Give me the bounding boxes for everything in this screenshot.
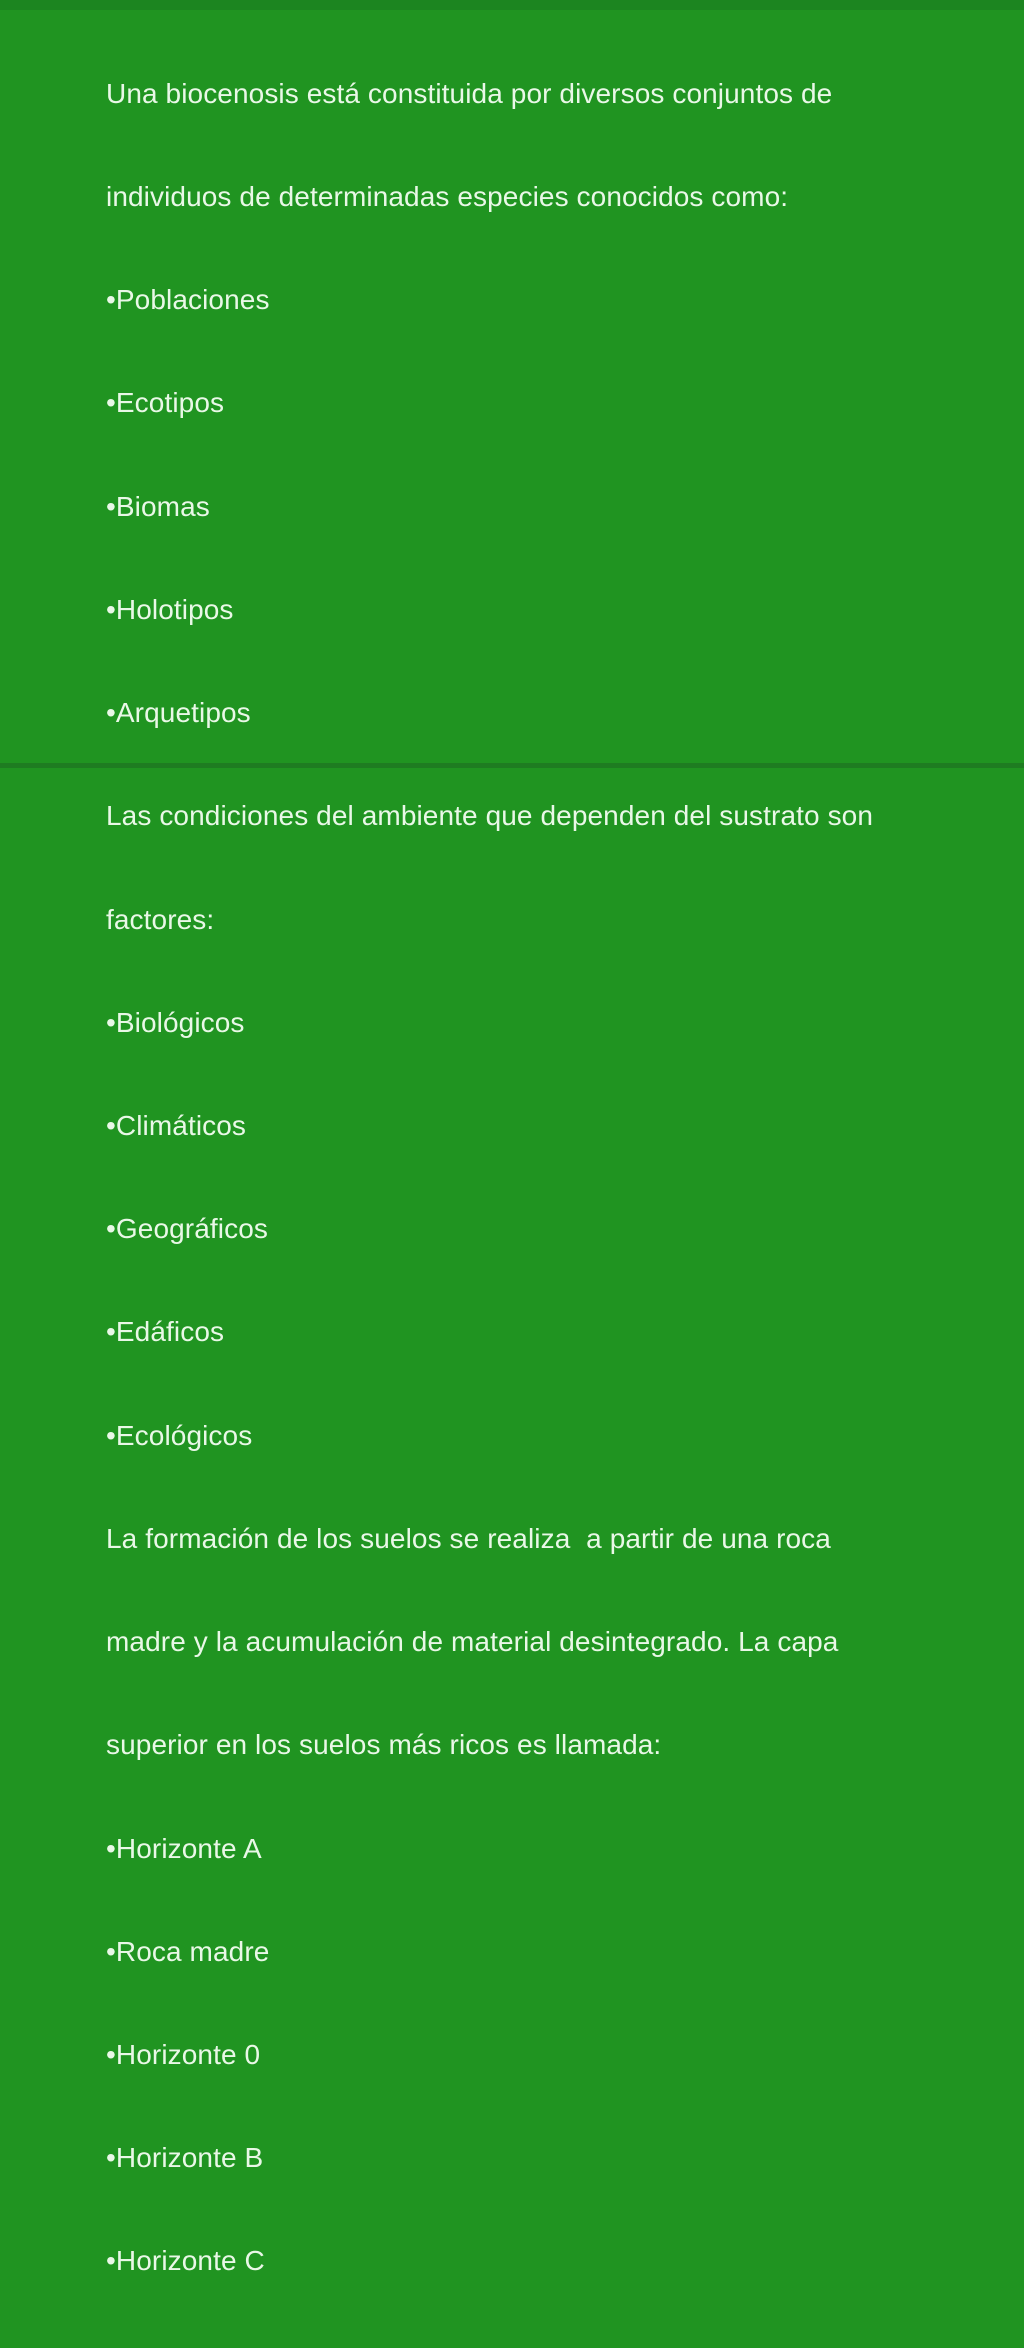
bullet-item: •Climáticos: [106, 1110, 247, 1141]
paragraph-line: superior en los suelos más ricos es llamada:: [106, 1729, 662, 1761]
paragraph-line: Una biocenosis está constituida por diversos conjuntos de: [106, 77, 833, 109]
paragraph-line: La formación de los suelos se realiza a partir de una roca: [106, 1522, 831, 1554]
bullet-item: •Horizonte B: [106, 2142, 264, 2174]
bullet-item: •Biomas: [106, 490, 210, 522]
slide-text-block: [106, 8, 1014, 2348]
bullet-item: •Horizonte A: [106, 1832, 262, 1864]
bullet-item: •Ecológicos: [106, 1419, 253, 1451]
bullet-item: •Ecotipos: [106, 387, 225, 419]
bullet-item: •Horizonte 0: [106, 2038, 261, 2070]
bullet-item: •Arquetipos: [106, 697, 251, 729]
bullet-item: •Poblaciones: [106, 284, 270, 316]
bullet-item: •Edáficos: [106, 1316, 225, 1348]
bullet-item: •Horizonte C: [106, 2245, 265, 2277]
slide-bottom-edge-strip: [0, 763, 1024, 768]
paragraph-line: factores:: [106, 903, 215, 935]
bullet-item: •Roca madre: [106, 1935, 270, 1967]
bullet-item: •Geográficos: [106, 1213, 268, 1245]
paragraph-line: Las condiciones del ambiente que dependen del sustrato son: [106, 800, 874, 832]
paragraph-line: madre y la acumulación de material desintegrado. La capa: [106, 1626, 839, 1658]
bullet-item: •Biológicos: [106, 1006, 245, 1038]
paragraph-line: individuos de determinadas especies conocidos como:: [106, 181, 789, 213]
bullet-item: •Holotipos: [106, 593, 234, 625]
